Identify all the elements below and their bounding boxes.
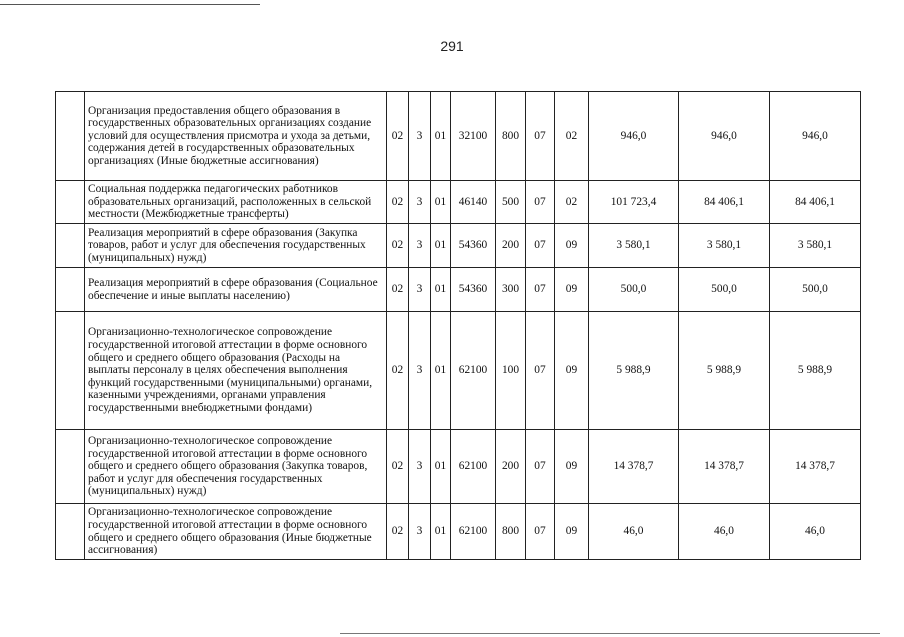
table-body xyxy=(56,92,861,560)
code-subsection: 09 xyxy=(555,312,589,430)
amount-year-1: 500,0 xyxy=(589,268,679,312)
code-section: 07 xyxy=(526,312,555,430)
code-subsection: 02 xyxy=(555,92,589,181)
code-subprogram: 01 xyxy=(431,312,451,430)
table-row xyxy=(56,504,861,560)
row-index-cell xyxy=(56,268,85,312)
code-subprogram: 01 xyxy=(431,268,451,312)
row-description: Организационно-технологическое сопровождение государственной итоговой аттестации в форме основного общего и среднего общего образования (Расходы на выплаты персоналу в целях обеспечения выполнения функций государственными (муниципальными) органами, казенными учреждениями, органами управления государственными внебюджетными фондами) xyxy=(85,312,387,430)
code-section: 07 xyxy=(526,268,555,312)
code-grbs: 02 xyxy=(387,430,409,504)
code-expense-type: 800 xyxy=(496,504,526,560)
code-grbs: 02 xyxy=(387,268,409,312)
code-section: 07 xyxy=(526,504,555,560)
amount-year-2: 46,0 xyxy=(679,504,770,560)
budget-table xyxy=(55,91,861,560)
amount-year-3: 500,0 xyxy=(770,268,861,312)
code-expense-type: 200 xyxy=(496,430,526,504)
amount-year-1: 14 378,7 xyxy=(589,430,679,504)
amount-year-3: 946,0 xyxy=(770,92,861,181)
amount-year-3: 3 580,1 xyxy=(770,224,861,268)
code-subprogram: 01 xyxy=(431,181,451,224)
row-description: Социальная поддержка педагогических работников образовательных организаций, расположенных в сельской местности (Межбюджетные трансферты) xyxy=(85,181,387,224)
amount-year-2: 946,0 xyxy=(679,92,770,181)
code-program: 3 xyxy=(409,224,431,268)
code-subprogram: 01 xyxy=(431,430,451,504)
code-subsection: 09 xyxy=(555,430,589,504)
code-grbs: 02 xyxy=(387,224,409,268)
code-subsection: 09 xyxy=(555,504,589,560)
code-expense-type: 300 xyxy=(496,268,526,312)
amount-year-1: 46,0 xyxy=(589,504,679,560)
amount-year-3: 14 378,7 xyxy=(770,430,861,504)
amount-year-2: 3 580,1 xyxy=(679,224,770,268)
row-description: Организационно-технологическое сопровождение государственной итоговой аттестации в форме основного общего и среднего общего образования (Закупка товаров, работ и услуг для обеспечения государственных (муниципальных) нужд) xyxy=(85,430,387,504)
code-direction: 62100 xyxy=(451,312,496,430)
row-index-cell xyxy=(56,312,85,430)
code-direction: 62100 xyxy=(451,504,496,560)
table-row xyxy=(56,430,861,504)
code-grbs: 02 xyxy=(387,504,409,560)
code-direction: 62100 xyxy=(451,430,496,504)
code-program: 3 xyxy=(409,268,431,312)
code-subprogram: 01 xyxy=(431,504,451,560)
amount-year-3: 46,0 xyxy=(770,504,861,560)
code-subsection: 09 xyxy=(555,224,589,268)
code-expense-type: 200 xyxy=(496,224,526,268)
amount-year-1: 3 580,1 xyxy=(589,224,679,268)
scan-edge-top xyxy=(0,4,260,5)
code-grbs: 02 xyxy=(387,312,409,430)
row-description: Реализация мероприятий в сфере образования (Социальное обеспечение и иные выплаты населению) xyxy=(85,268,387,312)
code-direction: 46140 xyxy=(451,181,496,224)
row-index-cell xyxy=(56,430,85,504)
code-grbs: 02 xyxy=(387,181,409,224)
code-grbs: 02 xyxy=(387,92,409,181)
table-row xyxy=(56,312,861,430)
table-row xyxy=(56,181,861,224)
code-expense-type: 100 xyxy=(496,312,526,430)
row-description: Реализация мероприятий в сфере образования (Закупка товаров, работ и услуг для обеспечения государственных (муниципальных) нужд) xyxy=(85,224,387,268)
amount-year-2: 5 988,9 xyxy=(679,312,770,430)
scan-edge-bottom xyxy=(340,633,880,634)
code-program: 3 xyxy=(409,181,431,224)
page-number: 291 xyxy=(440,38,464,54)
code-direction: 54360 xyxy=(451,268,496,312)
row-index-cell xyxy=(56,224,85,268)
amount-year-1: 946,0 xyxy=(589,92,679,181)
row-index-cell xyxy=(56,181,85,224)
amount-year-2: 14 378,7 xyxy=(679,430,770,504)
row-index-cell xyxy=(56,92,85,181)
amount-year-2: 500,0 xyxy=(679,268,770,312)
table-row xyxy=(56,268,861,312)
amount-year-2: 84 406,1 xyxy=(679,181,770,224)
code-subprogram: 01 xyxy=(431,224,451,268)
amount-year-3: 5 988,9 xyxy=(770,312,861,430)
table-row xyxy=(56,92,861,181)
code-expense-type: 800 xyxy=(496,92,526,181)
code-section: 07 xyxy=(526,92,555,181)
code-subsection: 02 xyxy=(555,181,589,224)
row-description: Организация предоставления общего образования в государственных образовательных организациях создание условий для осуществления присмотра и ухода за детьми, содержания детей в государственных образовательных организациях (Иные бюджетные ассигнования) xyxy=(85,92,387,181)
code-program: 3 xyxy=(409,312,431,430)
row-index-cell xyxy=(56,504,85,560)
amount-year-3: 84 406,1 xyxy=(770,181,861,224)
table-row xyxy=(56,224,861,268)
code-section: 07 xyxy=(526,224,555,268)
code-program: 3 xyxy=(409,92,431,181)
code-subprogram: 01 xyxy=(431,92,451,181)
amount-year-1: 101 723,4 xyxy=(589,181,679,224)
code-section: 07 xyxy=(526,430,555,504)
code-direction: 32100 xyxy=(451,92,496,181)
code-expense-type: 500 xyxy=(496,181,526,224)
code-section: 07 xyxy=(526,181,555,224)
row-description: Организационно-технологическое сопровождение государственной итоговой аттестации в форме основного общего и среднего общего образования (Иные бюджетные ассигнования) xyxy=(85,504,387,560)
code-subsection: 09 xyxy=(555,268,589,312)
code-program: 3 xyxy=(409,504,431,560)
code-program: 3 xyxy=(409,430,431,504)
amount-year-1: 5 988,9 xyxy=(589,312,679,430)
code-direction: 54360 xyxy=(451,224,496,268)
